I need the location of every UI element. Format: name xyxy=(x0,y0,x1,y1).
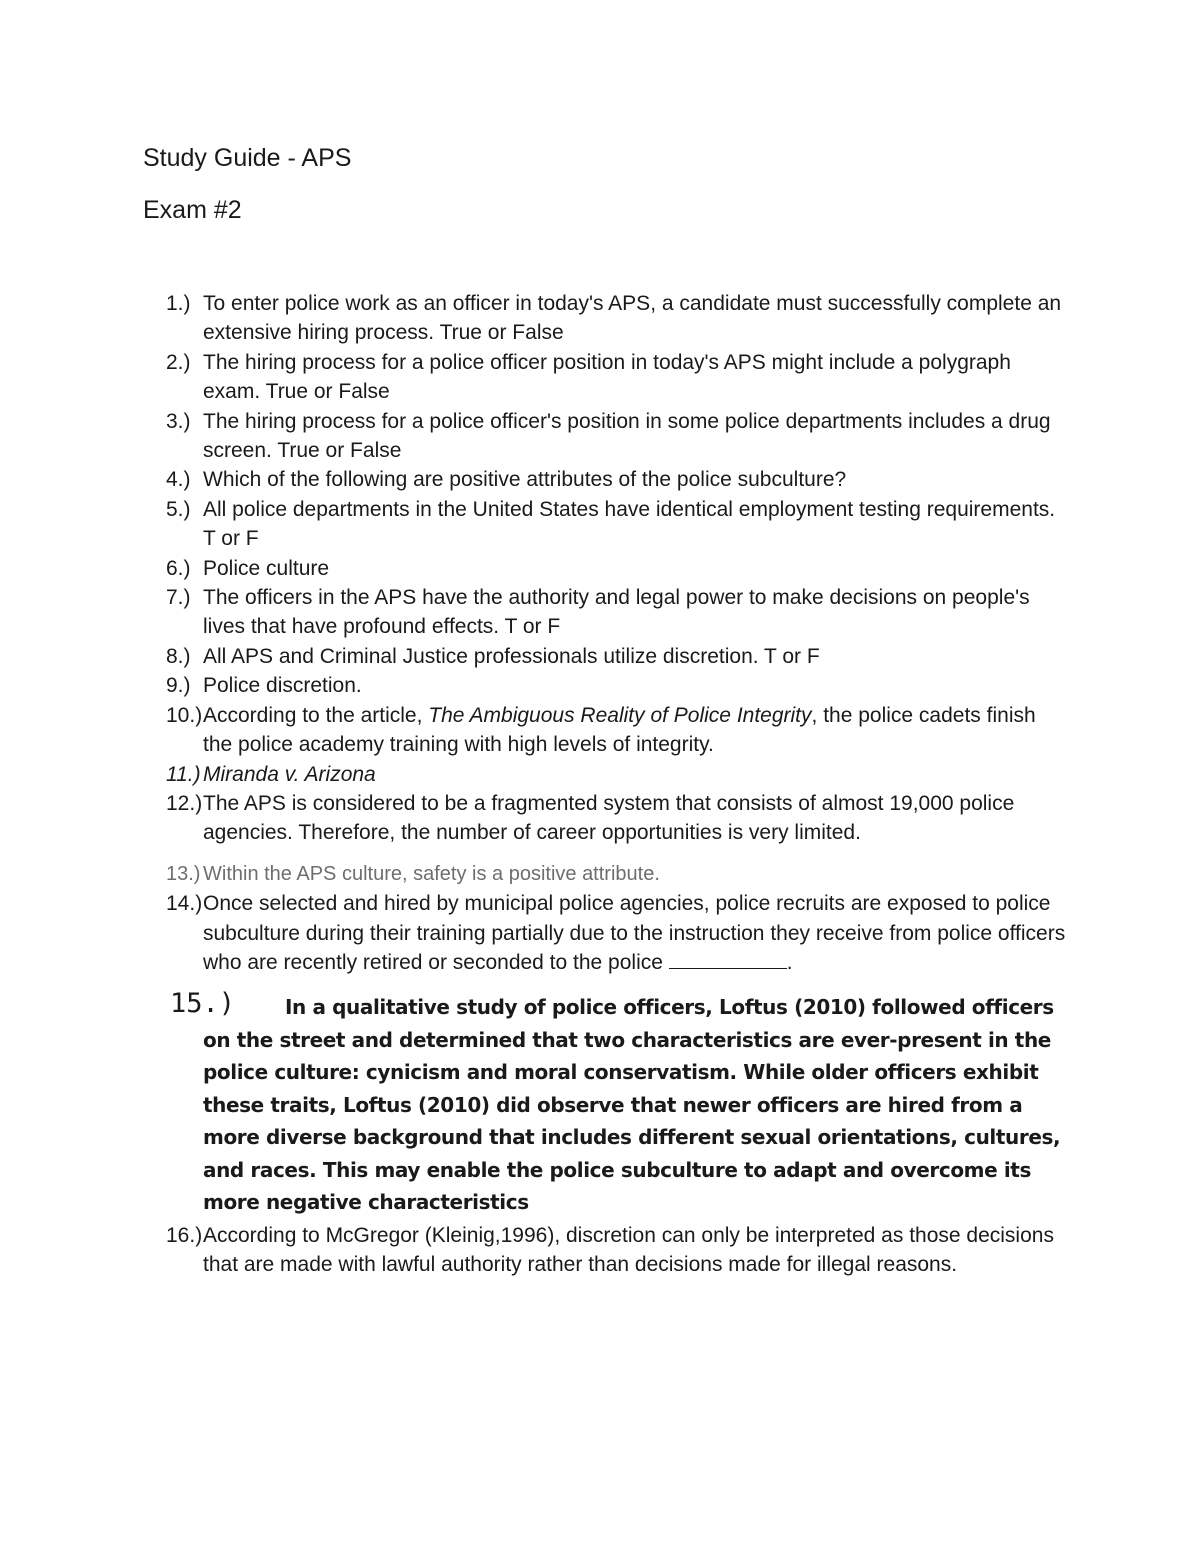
question-number: 15.) xyxy=(170,988,236,1020)
question-text-part: According to the article, xyxy=(203,703,429,727)
question-text: According to McGregor (Kleinig,1996), discretion can only be interpreted as those decisions that are made with lawful authority rather than decisions made for illegal reasons. xyxy=(203,1223,1054,1277)
question-list xyxy=(143,289,1068,1280)
question-item xyxy=(143,1221,1068,1280)
question-text: All APS and Criminal Justice professionals utilize discretion. T or F xyxy=(203,644,820,668)
question-number: 11.) xyxy=(166,762,201,786)
question-item xyxy=(143,988,1068,1219)
question-text: Within the APS culture, safety is a positive attribute. xyxy=(203,862,660,885)
question-text: The hiring process for a police officer position in today's APS might include a polygraph exam. True or False xyxy=(203,350,1011,404)
question-number: 14.) xyxy=(166,892,203,916)
question-number: 4.) xyxy=(166,468,191,492)
question-item xyxy=(143,701,1068,760)
question-number: 7.) xyxy=(166,586,191,610)
question-item xyxy=(143,642,1068,671)
question-number: 6.) xyxy=(166,556,191,580)
question-number: 1.) xyxy=(166,292,191,315)
question-item xyxy=(143,583,1068,642)
question-number: 3.) xyxy=(166,409,191,433)
question-text-part: Once selected and hired by municipal police agencies, police recruits are exposed to police subculture during their training partially due to the instruction they receive from police officers who are recently retired or seconded to the police xyxy=(203,892,1066,974)
question-item xyxy=(143,348,1068,407)
question-text: The officers in the APS have the authority and legal power to make decisions on people's lives that have profound effects. T or F xyxy=(203,586,1030,639)
question-number: 10.) xyxy=(166,703,203,727)
question-number: 13.) xyxy=(166,862,201,885)
question-number: 9.) xyxy=(166,674,191,698)
question-number: 5.) xyxy=(166,497,191,521)
question-text: Police culture xyxy=(203,556,330,580)
question-item xyxy=(143,671,1068,700)
question-number: 2.) xyxy=(166,350,191,374)
question-text xyxy=(203,991,1068,1219)
question-text xyxy=(203,704,1036,756)
question-item xyxy=(143,789,1068,848)
question-item xyxy=(143,889,1068,977)
question-item xyxy=(143,289,1068,348)
question-text-end: . xyxy=(786,950,793,974)
fill-in-blank xyxy=(669,950,787,969)
question-text-part: , the police cadets finish the police academy training with high levels of integrity. xyxy=(203,703,1036,757)
question-text: The APS is considered to be a fragmented system that consists of almost 19,000 police agencies. Therefore, the number of career opportunities is very limited. xyxy=(203,791,1015,845)
document-subtitle: Exam #2 xyxy=(143,196,242,224)
question-item xyxy=(143,760,1068,789)
question-number: 8.) xyxy=(166,644,191,668)
question-item xyxy=(143,465,1068,494)
question-item xyxy=(143,860,1068,889)
question-item xyxy=(143,495,1068,554)
question-text: All police departments in the United States have identical employment testing requirements. T or F xyxy=(203,497,1056,551)
question-text-part: In a qualitative study of police officers, Loftus (2010) followed officers on the street and determined that two characteristics are ever-present in the police culture: cynicism and moral conservatism. While older officers exhibit these traits, Loftus (2010) did observe that newer officers are hired from a more diverse background that includes different sexual orientations, cultures, and races. This may enable the police subculture to adapt and overcome its more negative characteristics xyxy=(203,995,1061,1215)
question-item xyxy=(143,554,1068,583)
question-number: 12.) xyxy=(166,791,203,815)
question-item xyxy=(143,407,1068,466)
article-title: The Ambiguous Reality of Police Integrity xyxy=(428,703,812,727)
question-text: The hiring process for a police officer's position in some police departments includes a drug screen. True or False xyxy=(203,409,1051,463)
question-text: Which of the following are positive attributes of the police subculture? xyxy=(203,468,847,492)
question-text: To enter police work as an officer in today's APS, a candidate must successfully complete an extensive hiring process. True or False xyxy=(203,292,1062,345)
question-text xyxy=(203,892,1065,974)
question-text: Miranda v. Arizona xyxy=(203,762,376,786)
question-text: Police discretion. xyxy=(203,674,362,698)
document-title: Study Guide - APS xyxy=(143,144,352,172)
question-number: 16.) xyxy=(166,1223,203,1247)
